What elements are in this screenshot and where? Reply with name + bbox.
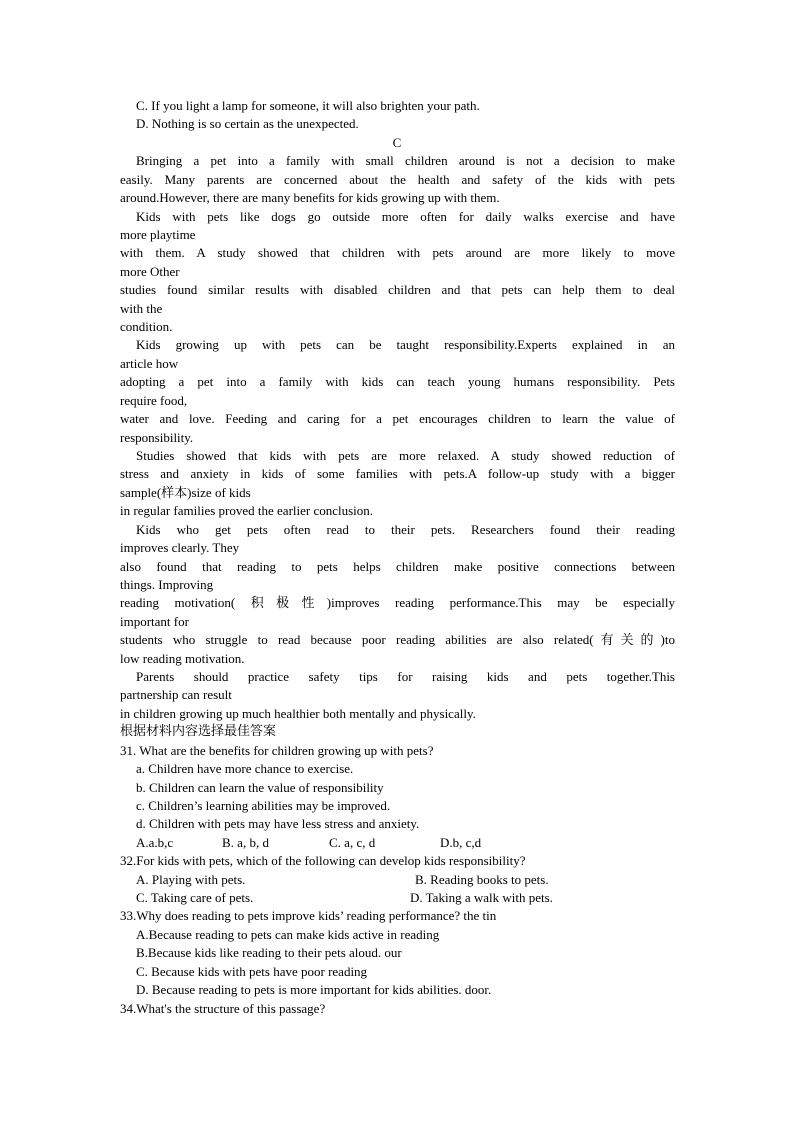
q32-option: A. Playing with pets. — [136, 872, 246, 887]
q31-option: A.a.b,c — [136, 835, 174, 850]
text-line: require food, — [120, 393, 188, 408]
q31-option: B. a, b, d — [222, 835, 269, 850]
text-line: Kids who get pets often read to their pets. Researchers found their reading — [136, 522, 675, 537]
text-line: 33.Why does reading to pets improve kids’ reading performance? the tin — [120, 908, 497, 923]
text-line: C. Because kids with pets have poor reading — [136, 964, 368, 979]
text-line: c. Children’s learning abilities may be improved. — [136, 798, 391, 813]
q32-option: D. Taking a walk with pets. — [410, 890, 553, 905]
text-line: 31. What are the benefits for children growing up with pets? — [120, 743, 434, 758]
q31-option: C. a, c, d — [329, 835, 376, 850]
text-line: water and love. Feeding and caring for a pet encourages children to learn the value of — [120, 411, 675, 426]
text-line: also found that reading to pets helps children make positive connections between — [120, 559, 675, 574]
text-line: studies found similar results with disabled children and that pets can help them to deal — [120, 282, 675, 297]
text-line: easily. Many parents are concerned about the health and safety of the kids with pets — [120, 172, 675, 187]
text-line: article how — [120, 356, 179, 371]
text-line: Kids growing up with pets can be taught responsibility.Experts explained in an — [136, 337, 675, 352]
text-line: with the — [120, 301, 163, 316]
text-line: adopting a pet into a family with kids can teach young humans responsibility. Pets — [120, 374, 675, 389]
text-line: D. Nothing is so certain as the unexpected. — [136, 116, 359, 131]
text-line: a. Children have more chance to exercise. — [136, 761, 354, 776]
text-line: C — [392, 135, 402, 150]
text-line: d. Children with pets may have less stress and anxiety. — [136, 816, 420, 831]
text-line: 32.For kids with pets, which of the following can develop kids responsibility? — [120, 853, 526, 868]
text-line: students who struggle to read because poor reading abilities are also related(有关的)to — [120, 632, 675, 647]
text-line: stress and anxiety in kids of some families with pets.A follow-up study with a bigger — [120, 466, 675, 481]
text-line: with them. A study showed that children with pets around are more likely to move — [120, 245, 675, 260]
text-line: more Other — [120, 264, 180, 279]
text-line: responsibility. — [120, 430, 194, 445]
text-line: Parents should practice safety tips for raising kids and pets together.This — [136, 669, 675, 684]
q32-option: C. Taking care of pets. — [136, 890, 254, 905]
text-line: low reading motivation. — [120, 651, 245, 666]
text-line: C. If you light a lamp for someone, it will also brighten your path. — [136, 98, 480, 113]
text-line: reading motivation( 积极性)improves reading performance.This may be especially — [120, 595, 675, 610]
text-line: more playtime — [120, 227, 196, 242]
text-line: Bringing a pet into a family with small children around is not a decision to make — [136, 153, 675, 168]
text-line: things. Improving — [120, 577, 214, 592]
text-line: sample(样本)size of kids — [120, 485, 251, 500]
text-line: D. Because reading to pets is more important for kids abilities. door. — [136, 982, 492, 997]
text-line: A.Because reading to pets can make kids active in reading — [136, 927, 440, 942]
text-line: important for — [120, 614, 189, 629]
q32-option: B. Reading books to pets. — [415, 872, 549, 887]
text-line: Kids with pets like dogs go outside more often for daily walks exercise and have — [136, 209, 675, 224]
text-line: Studies showed that kids with pets are more relaxed. A study showed reduction of — [136, 448, 675, 463]
text-line: in regular families proved the earlier conclusion. — [120, 503, 374, 518]
text-line: in children growing up much healthier both mentally and physically. — [120, 706, 476, 721]
q31-option: D.b, c,d — [440, 835, 482, 850]
text-line: 34.What's the structure of this passage? — [120, 1001, 326, 1016]
text-line: improves clearly. They — [120, 540, 240, 555]
text-line: partnership can result — [120, 687, 232, 702]
text-line: 根据材料内容选择最佳答案 — [120, 724, 277, 739]
text-line: condition. — [120, 319, 173, 334]
text-line: b. Children can learn the value of responsibility — [136, 780, 384, 795]
text-line: B.Because kids like reading to their pets aloud. our — [136, 945, 402, 960]
text-line: around.However, there are many benefits for kids growing up with them. — [120, 190, 500, 205]
